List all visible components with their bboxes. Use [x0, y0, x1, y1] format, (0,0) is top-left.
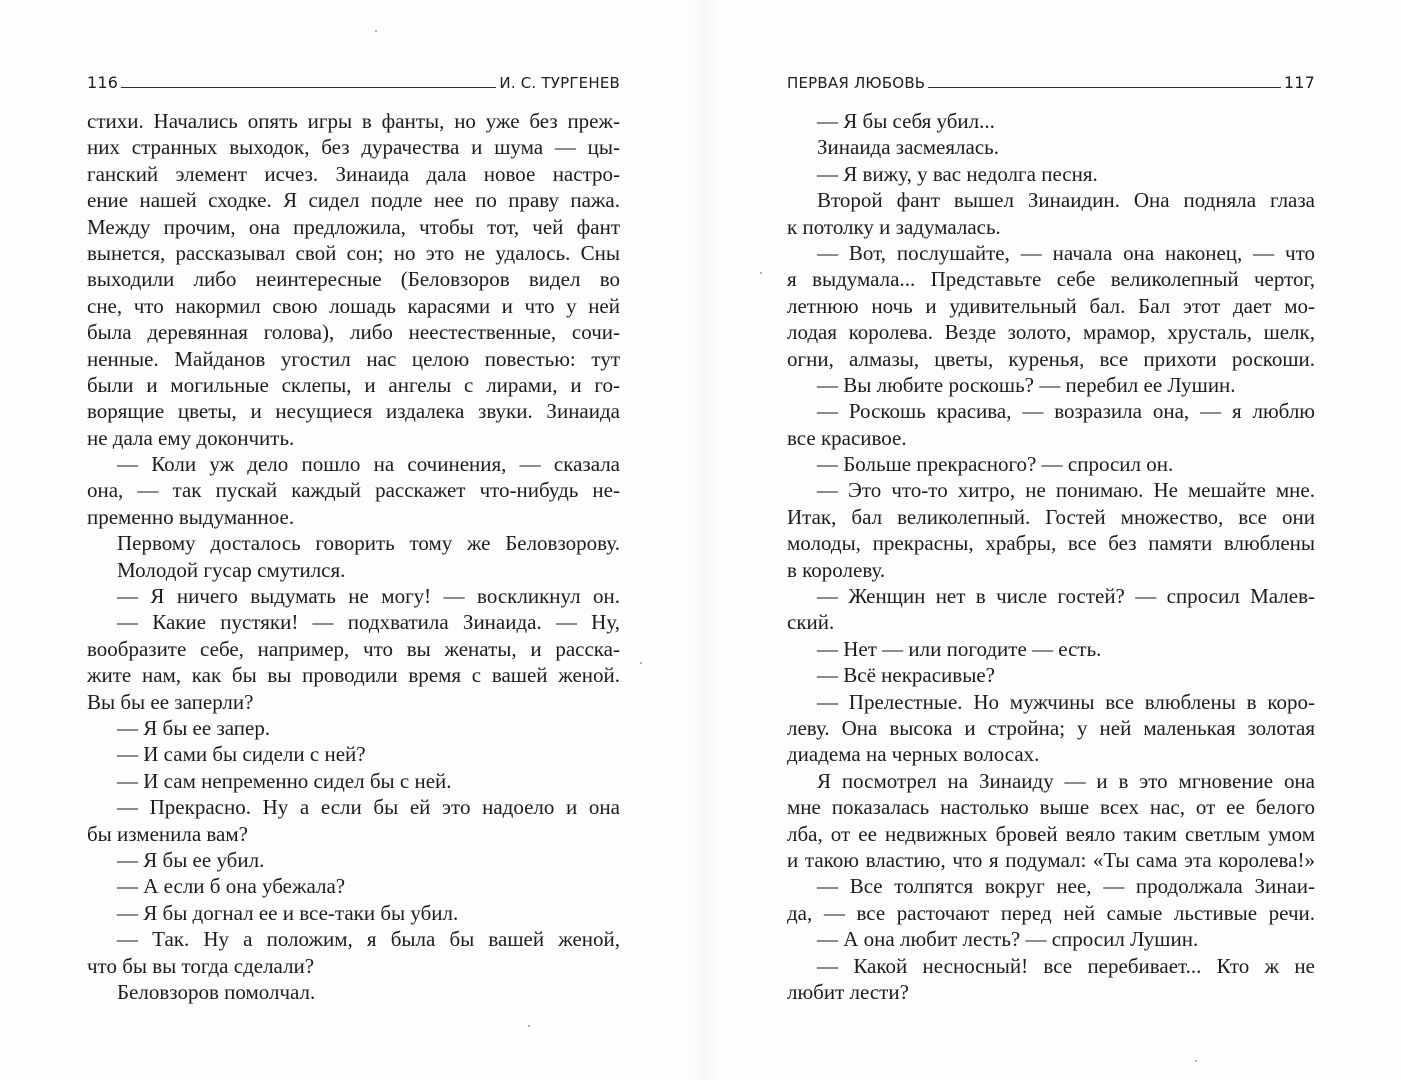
left-page [0, 0, 700, 1080]
text-line: ворящие цветы, и несущиеся издалека звуки. Зинаида [87, 399, 620, 424]
left-running-head [87, 70, 620, 92]
paper-speck [1195, 1060, 1197, 1062]
text-line: — Какие пустяки! — подхватила Зинаида. — Ну, [117, 610, 620, 635]
author-name: И. С. ТУРГЕНЕВ [499, 74, 620, 92]
text-line: — А если б она убежала? [117, 874, 346, 899]
text-line: мне показалась настолько выше всех нас, от ее белого [787, 795, 1315, 820]
paper-speck [528, 1025, 530, 1027]
text-line: Вы бы ее заперли? [87, 689, 254, 714]
text-line: сне, что накормил свою лошадь карасями и что у ней [87, 293, 620, 318]
text-line: молоды, прекрасны, храбры, все без памяти влюблены [787, 531, 1315, 556]
text-line: Итак, бал великолепный. Гостей множество, все они [787, 504, 1315, 529]
text-line: и такою властию, что я подумал: «Ты сама эта королева!» [787, 847, 1315, 872]
text-line: — Коли уж дело пошло на сочинения, — сказала [117, 452, 620, 477]
text-line: — Какой несносный! все перебивает... Кто ж не [817, 953, 1315, 978]
paper-speck [640, 662, 642, 664]
text-line: — Я ничего выдумать не могу! — воскликнул он. [117, 584, 620, 609]
text-line: выходили либо неинтересные (Беловзоров видел во [87, 267, 620, 292]
text-line: Второй фант вышел Зинаидин. Она подняла глаза [817, 188, 1315, 213]
text-line: вообразите себе, например, что вы женаты, и расска- [87, 636, 620, 661]
text-line: — Роскошь красива, — возразила она, — я люблю [817, 399, 1315, 424]
text-line: все красивое. [787, 425, 907, 450]
text-line: — Прелестные. Но мужчины все влюблены в коро- [817, 689, 1315, 714]
text-line: не дала ему докончить. [87, 425, 295, 450]
text-line: да, — все расточают перед ней самые льстивые речи. [787, 900, 1315, 925]
text-line: — Я бы себя убил... [817, 109, 995, 133]
right-running-head [787, 70, 1315, 92]
text-line: жите нам, как бы вы проводили время с вашей женой. [87, 663, 620, 688]
text-line: — Всё некрасивые? [817, 663, 995, 688]
text-line: диадема на черных волосах. [787, 742, 1040, 767]
text-line: — Это что-то хитро, не понимаю. Не мешайте мне. [817, 478, 1315, 503]
text-line: была деревянная голова), либо неестественные, сочи- [87, 320, 620, 345]
text-line: — А она любит лесть? — спросил Лушин. [817, 927, 1199, 952]
text-line: — Прекрасно. Ну а если бы ей это надоело и она [117, 795, 620, 820]
text-line: Первому досталось говорить тому же Беловзорову. [117, 531, 620, 556]
page-number: 116 [87, 73, 119, 92]
book-title: ПЕРВАЯ ЛЮБОВЬ [787, 74, 926, 92]
left-page-text [87, 108, 620, 1005]
text-line: леву. Она высока и стройна; у ней маленькая золотая [787, 715, 1315, 740]
text-line: стихи. Начались опять игры в фанты, но уже без преж- [87, 109, 620, 133]
text-line: — Я бы ее запер. [117, 715, 271, 740]
right-page-text [787, 108, 1315, 1005]
text-line: вынется, рассказывал свой сон; но это не удалось. Сны [87, 240, 620, 265]
text-line: Беловзоров помолчал. [117, 979, 316, 1004]
text-line: в королеву. [787, 557, 886, 582]
text-line: Зинаида засмеялась. [817, 135, 999, 160]
text-line: — Вот, послушайте, — начала она наконец, — что [817, 240, 1315, 265]
text-line: я выдумала... Представьте себе великолепный чертог, [787, 267, 1315, 292]
text-line: к потолку и задумалась. [787, 214, 1001, 239]
text-line: — Все толпятся вокруг нее, — продолжала Зинаи- [817, 874, 1315, 899]
text-line: пременно выдуманное. [87, 504, 295, 529]
text-line: ганский элемент исчез. Зинаида дала новое настро- [87, 161, 620, 186]
text-line: она, — так пускай каждый расскажет что-нибудь не- [87, 478, 620, 503]
text-line: — И сам непременно сидел бы с ней. [117, 768, 452, 793]
text-line: Молодой гусар смутился. [117, 557, 346, 582]
text-line: — Больше прекрасного? — спросил он. [817, 452, 1174, 477]
text-line: любит лести? [787, 979, 909, 1004]
text-line: были и могильные склепы, и ангелы с лирами, и го- [87, 372, 620, 397]
text-line: — Я бы ее убил. [117, 847, 265, 872]
text-line: ение нашей сходке. Я сидел подле нее по праву пажа. [87, 188, 620, 213]
page-number: 117 [1283, 73, 1315, 92]
text-line: лба, от ее недвижных бровей веяло таким светлым умом [787, 821, 1315, 846]
text-line: — Я вижу, у вас недолга песня. [817, 161, 1098, 186]
text-line: летнюю ночь и удивительный бал. Бал этот дает мо- [787, 293, 1315, 318]
text-line: бы изменила вам? [87, 821, 248, 846]
text-line: ненные. Майданов угостил нас целою повестью: тут [87, 346, 620, 371]
text-line: — Нет — или погодите — есть. [817, 636, 1102, 661]
text-line: — И сами бы сидели с ней? [117, 742, 366, 767]
text-line: Между прочим, она предложила, чтобы тот, чей фант [87, 214, 620, 239]
text-line: — Женщин нет в числе гостей? — спросил Малев- [817, 584, 1315, 609]
text-line: лодая королева. Везде золото, мрамор, хрусталь, шелк, [787, 320, 1315, 345]
paper-speck [375, 30, 377, 32]
text-line: ский. [787, 610, 835, 635]
text-line: — Вы любите роскошь? — перебил ее Лушин. [817, 372, 1236, 397]
paper-speck [760, 272, 762, 274]
text-line: что бы вы тогда сделали? [87, 953, 315, 978]
text-line: Я посмотрел на Зинаиду — и в это мгновение она [817, 768, 1315, 793]
text-line: них странных выходок, без дурачества и шума — цы- [87, 135, 620, 160]
text-line: — Так. Ну а положим, я была бы вашей женой, [117, 927, 620, 952]
header-rule [121, 87, 496, 88]
header-rule [928, 87, 1281, 88]
right-page [700, 0, 1401, 1080]
text-line: огни, алмазы, цветы, куренья, все прихоти роскоши. [787, 346, 1315, 371]
text-line: — Я бы догнал ее и все-таки бы убил. [117, 900, 459, 925]
